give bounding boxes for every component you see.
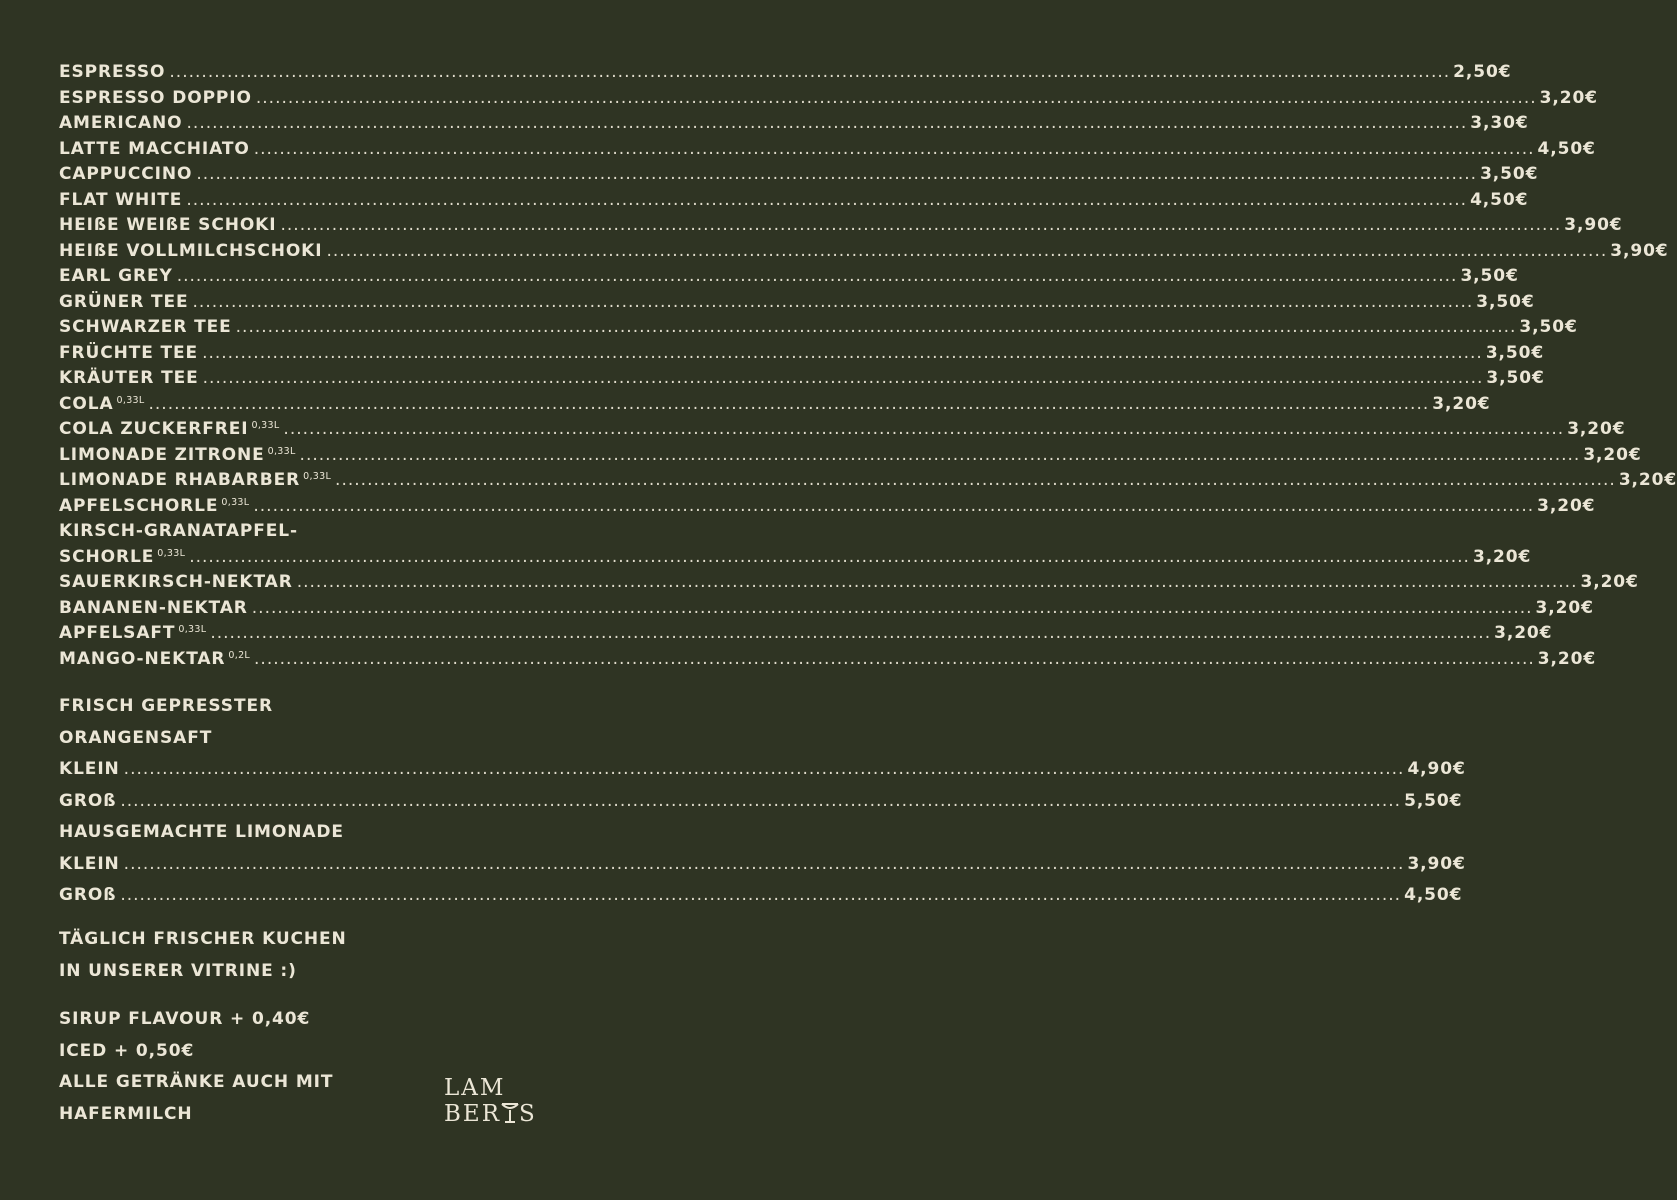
dot-leader: ........................................................................................................................................................................................................ (254, 648, 1535, 669)
item-price: 3,50€ (1480, 164, 1539, 184)
item-size: 0,33L (157, 547, 186, 559)
item-price: 3,20€ (1583, 444, 1642, 465)
item-name: SCHORLE $^{0,33L}$ (59, 546, 186, 567)
item-name: SCHWARZER TEE (59, 317, 232, 337)
dot-leader: ........................................................................................................................................................................................................ (123, 759, 1405, 779)
item-price: 3,20€ (1537, 495, 1596, 516)
item-price: 3,90€ (1610, 240, 1669, 261)
menu-item (59, 623, 1553, 649)
orange-small-row (59, 759, 1466, 791)
cake-note (59, 929, 347, 992)
menu-item (59, 470, 1677, 496)
item-price: 3,90€ (1407, 853, 1466, 874)
cake-line-2: IN UNSERER VITRINE :) (59, 960, 297, 981)
menu-item (59, 291, 1535, 318)
menu-item (59, 393, 1491, 420)
size-label: GROß (59, 790, 117, 811)
item-price: 4,50€ (1537, 138, 1596, 159)
logo-line-1: LAM (444, 1075, 506, 1101)
item-price: 3,20€ (1580, 572, 1639, 592)
item-price: 3,20€ (1432, 393, 1491, 414)
item-name: COLA $^{0,33L}$ (59, 393, 145, 414)
logo-line-2: BER S (444, 1101, 537, 1127)
item-name: ESPRESSO DOPPIO (59, 87, 252, 108)
menu-item (59, 266, 1519, 292)
item-price: 3,50€ (1460, 266, 1519, 286)
dot-leader: ........................................................................................................................................................................................................ (251, 597, 1533, 618)
item-name: FRÜCHTE TEE (59, 342, 199, 363)
drinks-menu (59, 62, 1677, 674)
item-price: 3,30€ (1470, 113, 1529, 133)
item-name: BANANEN-NEKTAR (59, 597, 248, 618)
orange-title-2: ORANGENSAFT (59, 727, 213, 748)
item-size: 0,2L (228, 649, 251, 661)
dot-leader: ........................................................................................................................................................................................................ (299, 444, 1581, 465)
item-name: COLA ZUCKERFREI $^{0,33L}$ (59, 419, 280, 439)
item-price: 3,20€ (1537, 648, 1597, 669)
menu-item (59, 189, 1529, 216)
item-name: EARL GREY (59, 266, 173, 286)
size-label: GROß (59, 885, 117, 905)
item-size: 0,33L (267, 445, 296, 457)
extras-line-1: SIRUP FLAVOUR + 0,40€ (59, 1009, 311, 1029)
menu-item (59, 62, 1512, 88)
dot-leader: ........................................................................................................................................................................................................ (196, 164, 1478, 184)
dot-leader: ........................................................................................................................................................................................................ (253, 138, 1535, 159)
extras-line-2: ICED + 0,50€ (59, 1040, 195, 1061)
item-name: HEIßE WEIßE SCHOKI (59, 215, 277, 235)
dot-leader: ........................................................................................................................................................................................................ (120, 790, 1402, 811)
item-name: LIMONADE RHABARBER $^{0,33L}$ (59, 470, 332, 490)
item-price: 3,20€ (1539, 87, 1598, 108)
orange-title-1: FRISCH GEPRESSTER (59, 696, 273, 716)
item-price: 2,50€ (1453, 62, 1512, 82)
limonade-large-row (59, 885, 1463, 917)
cake-line-1: TÄGLICH FRISCHER KUCHEN (59, 929, 347, 949)
item-price: 3,50€ (1485, 342, 1545, 363)
item-name: LATTE MACCHIATO (59, 138, 250, 159)
item-name: APFELSCHORLE $^{0,33L}$ (59, 495, 250, 516)
limonade-title: HAUSGEMACHTE LIMONADE (59, 822, 344, 842)
item-price: 4,50€ (1404, 885, 1463, 905)
item-size: 0,33L (116, 394, 145, 406)
menu-item (59, 87, 1598, 114)
item-name: SAUERKIRSCH-NEKTAR (59, 572, 293, 592)
dot-leader: ........................................................................................................................................................................................................ (280, 215, 1562, 235)
dot-leader: ........................................................................................................................................................................................................ (169, 62, 1451, 82)
menu-item (59, 648, 1597, 675)
item-price: 5,50€ (1404, 790, 1463, 811)
dot-leader: ........................................................................................................................................................................................................ (235, 317, 1517, 337)
dot-leader: ........................................................................................................................................................................................................ (148, 393, 1430, 414)
item-size: 0,33L (178, 624, 207, 635)
item-size: 0,33L (251, 420, 280, 431)
item-name: FLAT WHITE (59, 189, 183, 210)
item-price: 3,20€ (1535, 597, 1594, 618)
menu-item (59, 164, 1539, 190)
item-price: 3,90€ (1564, 215, 1623, 235)
orange-juice-section (59, 696, 1466, 917)
dot-leader: ........................................................................................................................................................................................................ (335, 470, 1616, 490)
orange-large-row (59, 790, 1463, 823)
dot-leader: ........................................................................................................................................................................................................ (120, 885, 1402, 905)
item-price: 3,20€ (1618, 470, 1677, 490)
item-name: MANGO-NEKTAR $^{0,2L}$ (59, 648, 251, 669)
dot-leader: ........................................................................................................................................................................................................ (210, 623, 1492, 643)
menu-item (59, 444, 1642, 471)
menu-item (59, 215, 1623, 241)
dot-leader: ........................................................................................................................................................................................................ (189, 546, 1470, 567)
item-price: 3,50€ (1519, 317, 1578, 337)
item-price: 3,50€ (1476, 291, 1535, 312)
item-name: CAPPUCCINO (59, 164, 193, 184)
item-name: GRÜNER TEE (59, 291, 189, 312)
size-label: KLEIN (59, 853, 120, 874)
drink-list-2 (59, 572, 1639, 674)
item-name: HEIßE VOLLMILCHSCHOKI (59, 240, 323, 261)
item-name: AMERICANO (59, 113, 183, 133)
dot-leader: ........................................................................................................................................................................................................ (326, 240, 1608, 261)
dot-leader: ........................................................................................................................................................................................................ (202, 342, 1483, 363)
menu-item (59, 572, 1639, 598)
dot-leader: ........................................................................................................................................................................................................ (176, 266, 1458, 286)
item-name: KRÄUTER TEE (59, 368, 199, 388)
dot-leader: ........................................................................................................................................................................................................ (283, 419, 1565, 439)
item-name: ESPRESSO (59, 62, 166, 82)
lamberts-logo (444, 1075, 537, 1127)
item-price: 3,50€ (1486, 368, 1545, 388)
item-price: 3,20€ (1472, 546, 1532, 567)
item-name: LIMONADE ZITRONE $^{0,33L}$ (59, 444, 296, 465)
cocktail-glass-icon (501, 1102, 519, 1124)
dot-leader: ........................................................................................................................................................................................................ (192, 291, 1474, 312)
menu-item (59, 240, 1669, 267)
dot-leader: ........................................................................................................................................................................................................ (186, 113, 1468, 133)
menu-item (59, 495, 1596, 522)
dot-leader: ........................................................................................................................................................................................................ (186, 189, 1468, 210)
menu-item-kirsch-schorle (59, 546, 1532, 573)
size-label: KLEIN (59, 759, 120, 779)
item-size: 0,33L (303, 471, 332, 482)
drink-list (59, 62, 1677, 521)
item-price: 3,20€ (1494, 623, 1553, 643)
dot-leader: ........................................................................................................................................................................................................ (123, 853, 1405, 874)
menu-item (59, 419, 1626, 445)
menu-item (59, 317, 1578, 343)
limonade-small-row (59, 853, 1466, 886)
dot-leader: ........................................................................................................................................................................................................ (202, 368, 1484, 388)
dot-leader: ........................................................................................................................................................................................................ (296, 572, 1578, 592)
dot-leader: ........................................................................................................................................................................................................ (253, 495, 1535, 516)
item-price: 4,50€ (1470, 189, 1529, 210)
extras-line-3: ALLE GETRÄNKE AUCH MIT (59, 1072, 334, 1092)
extras-line-4: HAFERMILCH (59, 1103, 193, 1124)
item-price: 4,90€ (1407, 759, 1466, 779)
menu-item (59, 597, 1594, 624)
item-name: APFELSAFT $^{0,33L}$ (59, 623, 207, 643)
extras-note (59, 1009, 333, 1135)
menu-item (59, 368, 1545, 394)
menu-item (59, 113, 1529, 139)
kirsch-first-line: KIRSCH-GRANATAPFEL- (59, 521, 298, 541)
dot-leader: ........................................................................................................................................................................................................ (255, 87, 1537, 108)
item-size: 0,33L (221, 496, 250, 508)
menu-item (59, 342, 1545, 369)
item-price: 3,20€ (1567, 419, 1626, 439)
menu-item (59, 138, 1596, 165)
